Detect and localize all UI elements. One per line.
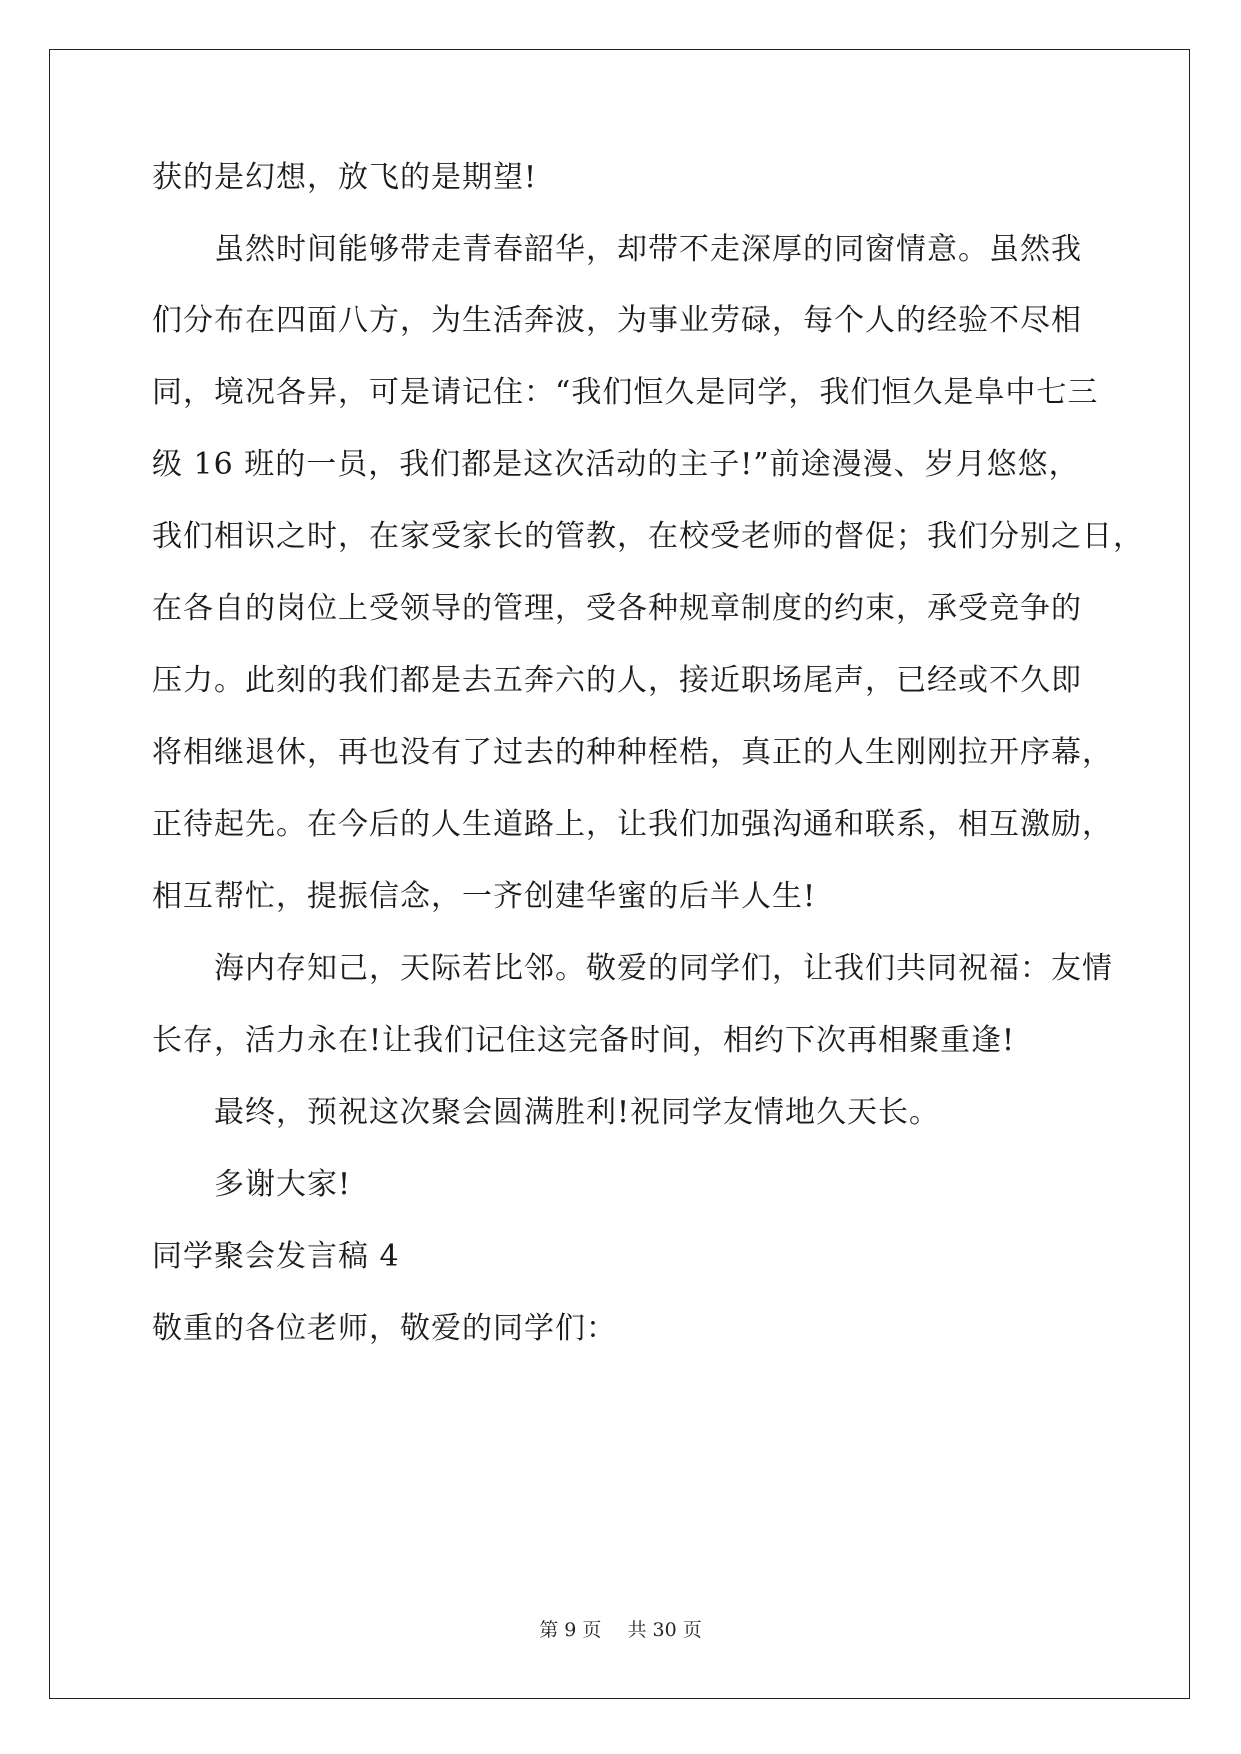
- text-line: 在各自的岗位上受领导的管理，受各种规章制度的约束，承受竞争的: [152, 591, 1082, 626]
- page-total: 共 30 页: [627, 1619, 702, 1641]
- text-line: 长存，活力永在!让我们记住这完备时间，相约下次再相聚重逢!: [152, 1023, 1016, 1058]
- paragraph-start: 海内存知己，天际若比邻。敬爱的同学们，让我们共同祝福：友情: [214, 951, 1113, 986]
- page-border: [49, 49, 1190, 1699]
- paragraph-start: 多谢大家!: [214, 1167, 352, 1202]
- salutation: 敬重的各位老师，敬爱的同学们：: [152, 1311, 617, 1346]
- text-line: 压力。此刻的我们都是去五奔六的人，接近职场尾声，已经或不久即: [152, 663, 1082, 698]
- section-heading: 同学聚会发言稿 4: [152, 1239, 400, 1274]
- paragraph-start: 最终，预祝这次聚会圆满胜利!祝同学友情地久天长。: [214, 1095, 941, 1130]
- text-line: 级 16 班的一员，我们都是这次活动的主子!”前途漫漫、岁月悠悠，: [152, 447, 1080, 482]
- paragraph-start: 虽然时间能够带走青春韶华，却带不走深厚的同窗情意。虽然我: [214, 232, 1082, 267]
- text-line: 获的是幻想，放飞的是期望!: [152, 160, 538, 195]
- text-line: 将相继退休，再也没有了过去的种种桎梏，真正的人生刚刚拉开序幕，: [152, 735, 1113, 770]
- text-line: 同，境况各异，可是请记住：“我们恒久是同学，我们恒久是阜中七三: [152, 375, 1099, 410]
- text-line: 相互帮忙，提振信念，一齐创建华蜜的后半人生!: [152, 879, 817, 914]
- text-line: 正待起先。在今后的人生道路上，让我们加强沟通和联系，相互激励，: [152, 807, 1113, 842]
- text-line: 们分布在四面八方，为生活奔波，为事业劳碌，每个人的经验不尽相: [152, 303, 1082, 338]
- text-line: 我们相识之时，在家受家长的管教，在校受老师的督促；我们分别之日，: [152, 519, 1144, 554]
- page-footer: [0, 1618, 1241, 1642]
- page-number: 第 9 页: [539, 1619, 602, 1641]
